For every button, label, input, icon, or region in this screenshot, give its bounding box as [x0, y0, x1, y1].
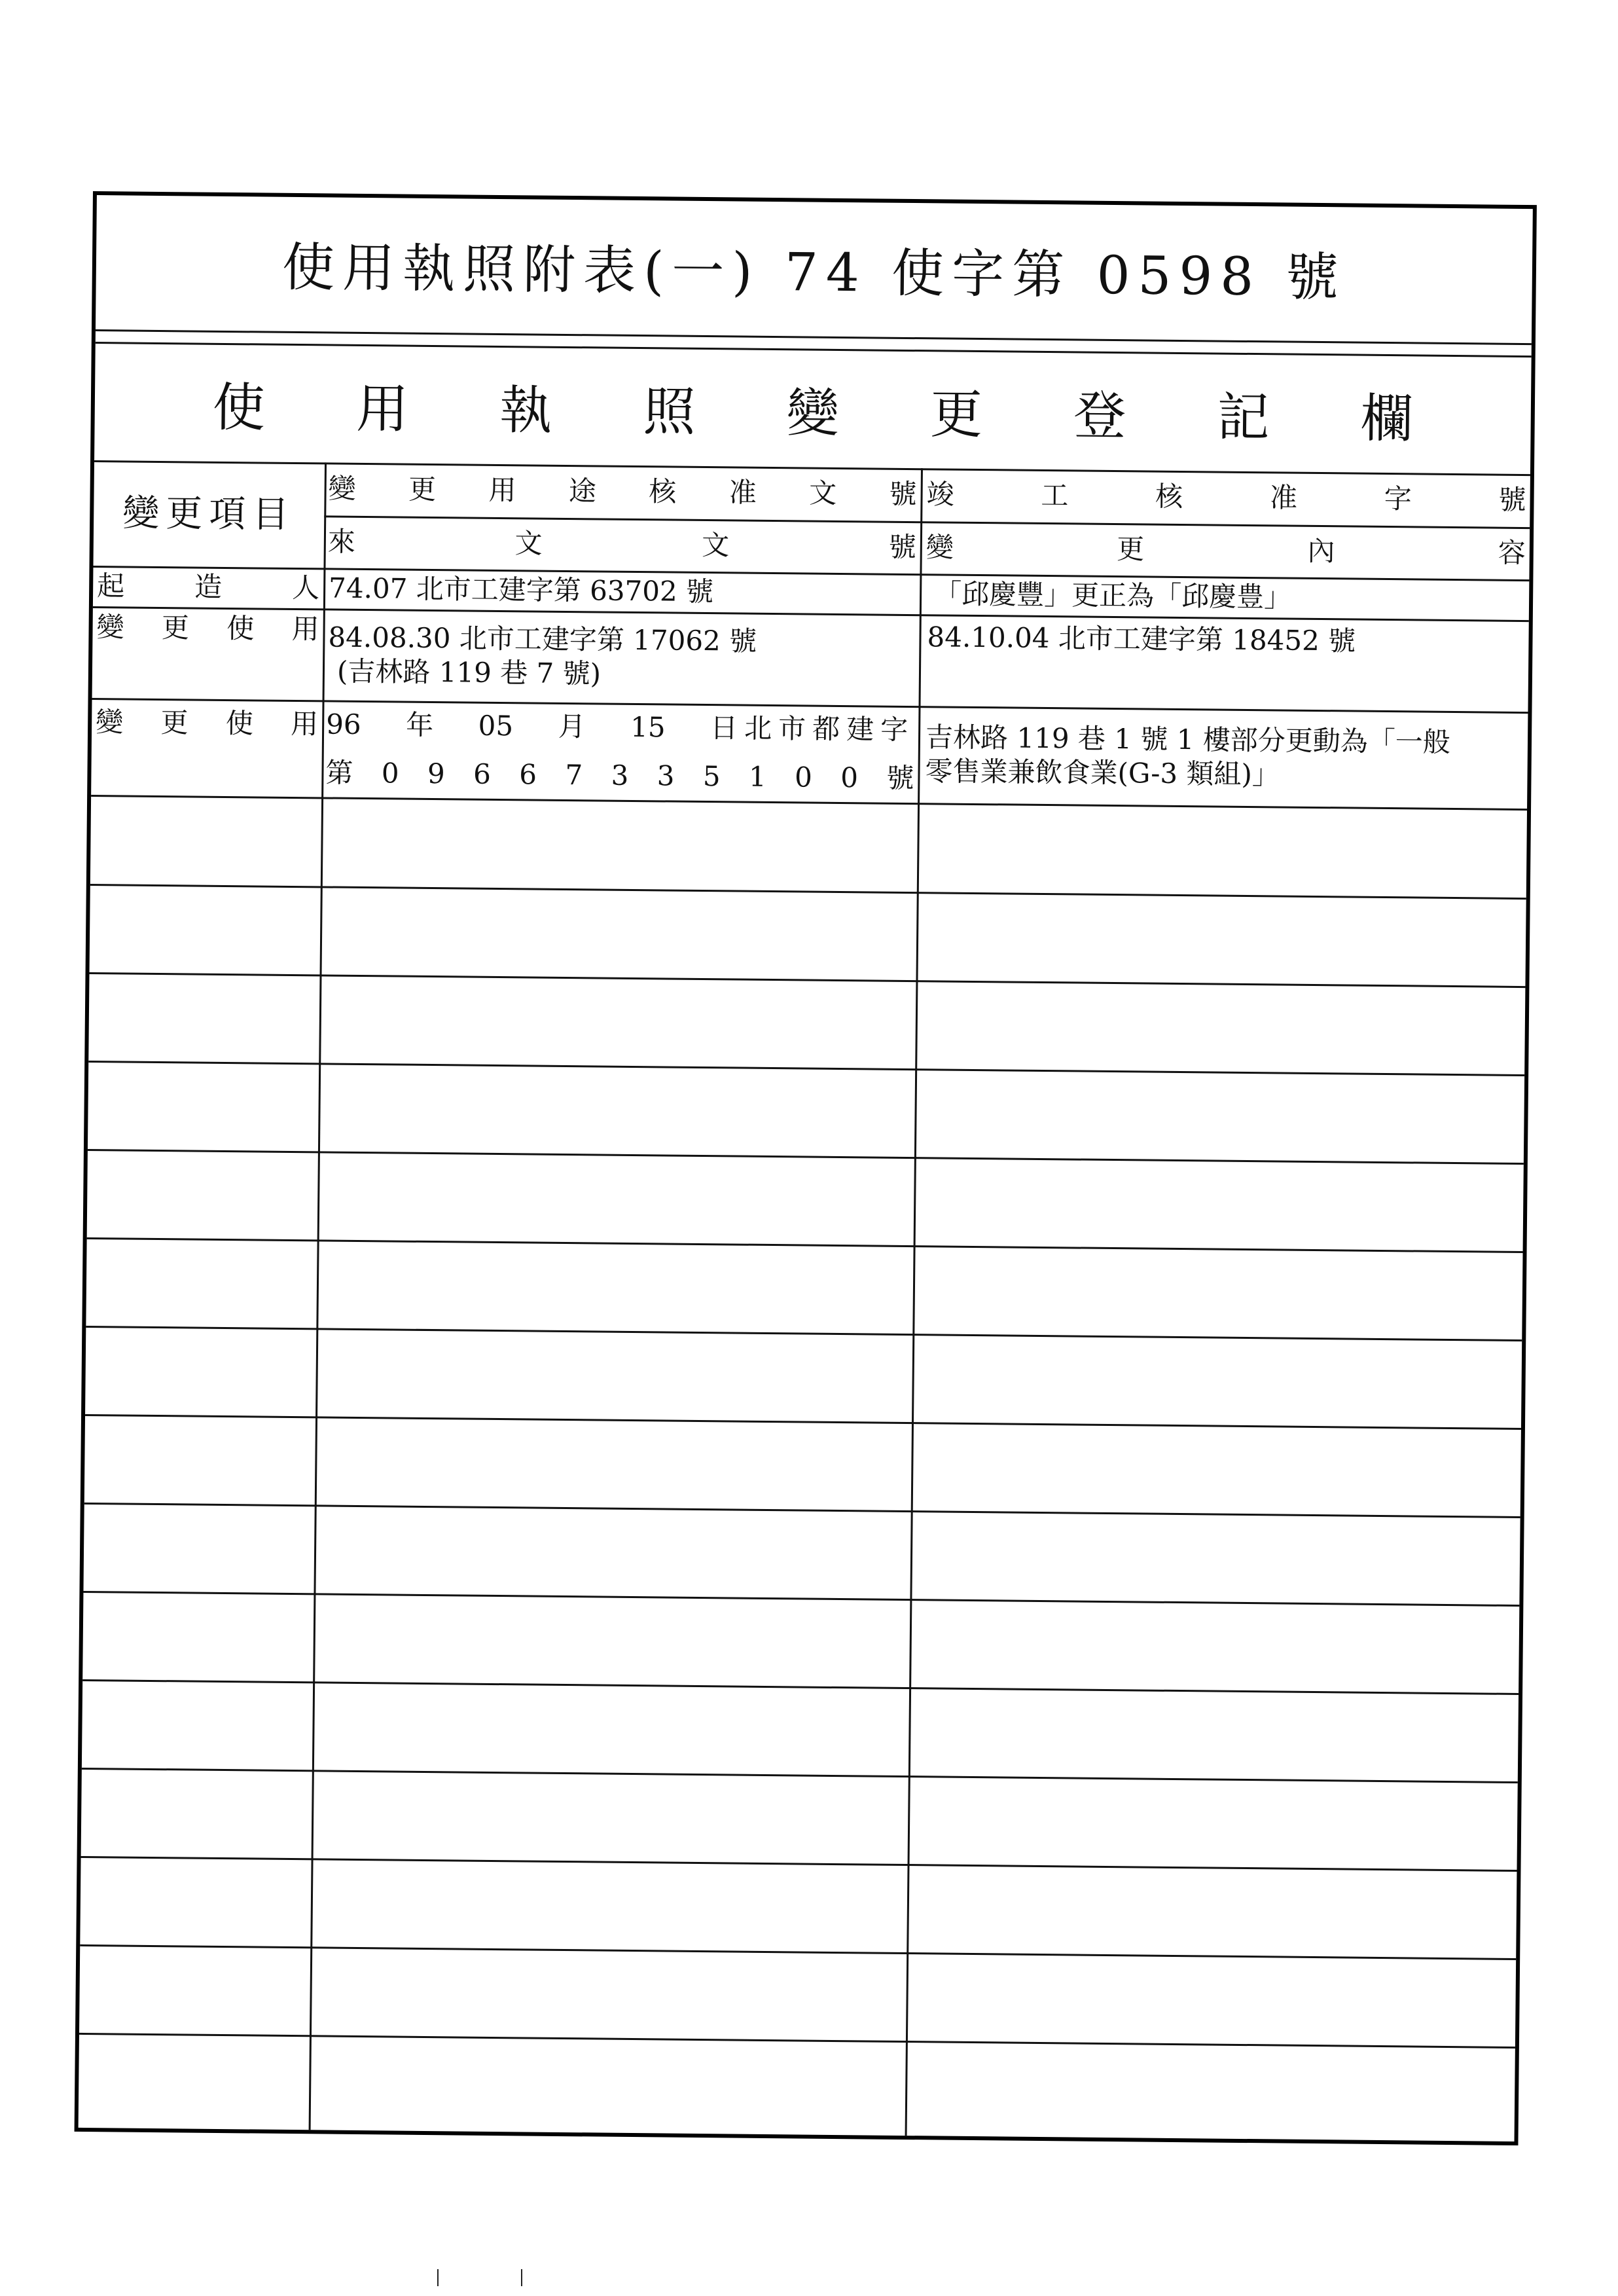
header-char: 更 — [408, 473, 437, 506]
col1-header-top — [324, 462, 921, 521]
doc-char: 號 — [886, 761, 914, 794]
empty-row-divider — [84, 1503, 1520, 1518]
doc-char: 第 — [325, 756, 353, 789]
header-char: 准 — [1269, 481, 1298, 514]
empty-row-divider — [85, 1414, 1521, 1430]
header-char: 核 — [649, 475, 677, 508]
header-char: 變 — [328, 472, 356, 505]
empty-row-divider — [83, 1591, 1519, 1607]
row1-change-content: 「邱慶豐」更正為「邱慶豊」 — [933, 577, 1292, 613]
label-char: 造 — [194, 570, 223, 603]
doc-char: 15 — [630, 710, 666, 744]
doc-char: 5 — [702, 759, 721, 792]
header-char: 容 — [1498, 536, 1526, 569]
doc-char: 月 — [558, 710, 586, 743]
empty-row-divider — [90, 884, 1526, 900]
doc-char: 6 — [519, 758, 537, 791]
header-char: 工 — [1041, 479, 1069, 512]
row2-doc-line1: 84.08.30 北市工建字第 17062 號 — [328, 620, 757, 657]
empty-row-divider — [82, 1768, 1518, 1783]
header-char: 號 — [888, 530, 917, 563]
header-char: 途 — [568, 475, 597, 507]
doc-char: 日北市都建字 — [710, 711, 915, 746]
usage-permit-attachment-sheet — [75, 191, 1537, 2145]
col2-header-bottom — [922, 521, 1530, 579]
doc-char: 05 — [478, 709, 514, 742]
subtitle-char: 照 — [643, 380, 696, 443]
doc-char: 1 — [748, 760, 766, 793]
col2-header-top — [922, 468, 1530, 527]
label-char: 更 — [160, 706, 189, 739]
label-char: 使 — [225, 706, 254, 740]
empty-row-divider — [90, 972, 1526, 988]
header-char: 號 — [889, 477, 917, 511]
label-char: 使 — [226, 611, 255, 645]
header-char: 文 — [808, 477, 837, 510]
header-char: 竣 — [926, 478, 954, 511]
empty-row-divider — [80, 1944, 1516, 1960]
header-char: 號 — [1498, 483, 1526, 517]
document-subtitle — [212, 347, 1414, 470]
label-char: 起 — [96, 569, 125, 602]
doc-char: 0 — [794, 761, 813, 793]
subtitle-char: 執 — [499, 379, 552, 441]
header-char: 文 — [514, 526, 543, 560]
scan-mark — [521, 2269, 522, 2286]
header-char: 變 — [926, 530, 954, 564]
empty-row-divider — [79, 2033, 1515, 2049]
doc-char: 0 — [840, 761, 859, 794]
row-label-change-use — [92, 606, 323, 654]
header-char: 字 — [1384, 483, 1412, 515]
subtitle-char: 使 — [212, 376, 266, 439]
doc-char: 3 — [656, 759, 675, 792]
col1-header-bottom — [323, 515, 920, 574]
row3-doc-line2 — [321, 748, 918, 803]
label-char: 變 — [96, 611, 124, 644]
row2-document-number — [323, 608, 925, 706]
subtitle-char: 記 — [1217, 386, 1270, 448]
doc-char: 0 — [381, 757, 399, 790]
row-label-builder — [93, 566, 324, 608]
header-char: 准 — [728, 476, 757, 509]
change-item-header: 變更項目 — [122, 491, 296, 536]
label-char: 人 — [291, 571, 320, 604]
empty-row-divider — [81, 1856, 1517, 1872]
doc-char: 6 — [473, 757, 492, 790]
row-label-change-use-2 — [92, 698, 323, 748]
row2-change-content: 84.10.04 北市工建字第 18452 號 — [927, 621, 1356, 657]
row3-doc-line1 — [322, 700, 919, 754]
label-char: 用 — [290, 707, 319, 740]
doc-char: 年 — [405, 708, 434, 741]
label-char: 更 — [161, 611, 190, 644]
header-char: 更 — [1116, 532, 1145, 566]
empty-row-divider — [88, 1061, 1524, 1076]
empty-row-divider — [82, 1679, 1519, 1695]
document-title: 使用執照附表(一) 74 使字第 0598 號 — [281, 236, 1347, 308]
label-char: 用 — [291, 612, 319, 646]
header-char: 用 — [488, 474, 516, 507]
subtitle-char: 登 — [1073, 384, 1126, 446]
row2-doc-line2: (吉林路 119 巷 7 號) — [336, 655, 602, 690]
subtitle-char: 變 — [786, 382, 840, 444]
label-char: 變 — [95, 705, 124, 738]
doc-char: 3 — [611, 759, 629, 792]
row1-document-number: 74.07 北市工建字第 63702 號 — [328, 572, 714, 608]
doc-char: 96 — [325, 708, 361, 740]
subtitle-char: 更 — [929, 383, 983, 445]
header-char: 核 — [1155, 480, 1183, 513]
header-char: 文 — [701, 528, 730, 562]
header-char: 內 — [1307, 534, 1335, 567]
row3-content-line2: 零售業兼飲食業(G-3 類組)」 — [925, 755, 1280, 791]
scan-mark — [437, 2269, 439, 2286]
header-char: 來 — [327, 525, 356, 558]
row3-change-content — [920, 706, 1533, 809]
subtitle-char: 欄 — [1360, 388, 1414, 449]
row3-content-line1: 吉林路 119 巷 1 號 1 樓部分更動為「一般 — [925, 720, 1450, 758]
doc-char: 7 — [565, 758, 583, 791]
doc-char: 9 — [427, 757, 446, 790]
subtitle-char: 用 — [355, 378, 409, 440]
empty-row-divider — [87, 1237, 1523, 1253]
empty-row-divider — [86, 1326, 1522, 1341]
empty-row-divider — [88, 1149, 1524, 1165]
